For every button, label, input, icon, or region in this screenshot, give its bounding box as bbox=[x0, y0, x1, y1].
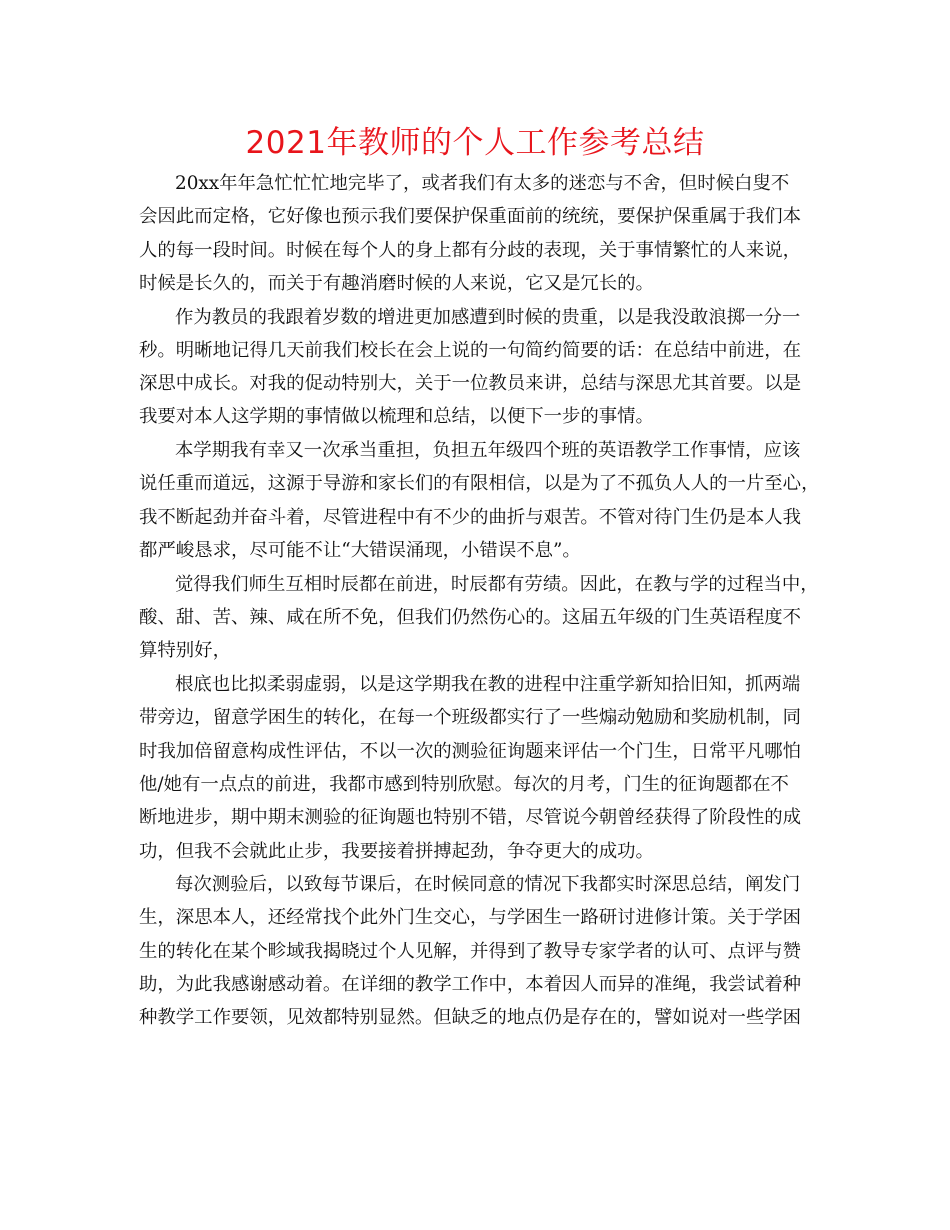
text-line: 人的每一段时间。时候在每个人的身上都有分歧的表现，关于事情繁忙的人来说， bbox=[139, 239, 802, 261]
text-line: 时我加倍留意构成性评估，不以一次的测验征询题来评估一个门生，日常平凡哪怕 bbox=[139, 740, 802, 762]
text-line: 时候是长久的，而关于有趣消磨时候的人来说，它又是冗长的。 bbox=[139, 272, 654, 294]
text-line: 说任重而道远，这源于导游和家长们的有限相信，以是为了不孤负人人的一片至心， bbox=[139, 473, 820, 495]
text-line: 深思中成长。对我的促动特别大，关于一位教员来讲，总结与深思尤其首要。以是 bbox=[139, 373, 802, 395]
text-line: 根底也比拟柔弱虚弱，以是这学期我在教的进程中注重学新知拾旧知，抓两端 bbox=[175, 674, 801, 696]
text-line: 作为教员的我跟着岁数的增进更加感遭到时候的贵重，以是我没敢浪掷一分一 bbox=[175, 306, 801, 328]
text-line: 带旁边，留意学困生的转化，在每一个班级都实行了一些煽动勉励和奖励机制，同 bbox=[139, 707, 802, 729]
text-line: 觉得我们师生互相时辰都在前进，时辰都有劳绩。因此，在教与学的过程当中， bbox=[175, 573, 819, 595]
document-body bbox=[139, 167, 820, 1035]
text-line: 秒。明晰地记得几天前我们校长在会上说的一句简约简要的话：在总结中前进，在 bbox=[139, 339, 802, 361]
paragraph-1 bbox=[139, 167, 815, 300]
text-line: 酸、甜、苦、辣、咸在所不免，但我们仍然伤心的。这届五年级的门生英语程度不 bbox=[139, 607, 802, 629]
paragraph-3 bbox=[139, 434, 820, 567]
document-title: 2021年教师的个人工作参考总结 bbox=[245, 125, 705, 161]
paragraph-2 bbox=[139, 301, 815, 434]
paragraph-5 bbox=[139, 668, 815, 868]
paragraph-4 bbox=[139, 568, 819, 668]
text-line: 种教学工作要领，见效都特别显然。但缺乏的地点仍是存在的，譬如说对一些学困 bbox=[139, 1007, 802, 1029]
text-line: 我不断起劲并奋斗着，尽管进程中有不少的曲折与艰苦。不管对待门生仍是本人我 bbox=[139, 506, 802, 528]
paragraph-6 bbox=[139, 868, 815, 1034]
text-line: 算特别好， bbox=[139, 640, 231, 662]
text-line: 20xx年年急忙忙忙地完毕了，或者我们有太多的迷恋与不舍，但时候白叟不 bbox=[175, 173, 790, 194]
text-line: 他/她有一点点的前进，我都市感到特别欣慰。每次的月考，门生的征询题都在不 bbox=[139, 773, 789, 795]
text-line: 生的转化在某个畛域我揭晓过个人见解，并得到了教导专家学者的认可、点评与赞 bbox=[139, 940, 802, 962]
text-line: 生，深思本人，还经常找个此外门生交心，与学困生一路研讨进修计策。关于学困 bbox=[139, 907, 802, 929]
text-line: 断地进步，期中期末测验的征询题也特别不错，尽管说今朝曾经获得了阶段性的成 bbox=[139, 807, 802, 829]
text-line: 我要对本人这学期的事情做以梳理和总结，以便下一步的事情。 bbox=[139, 406, 654, 428]
text-line: 功，但我不会就此止步，我要接着拼搏起劲，争夺更大的成功。 bbox=[139, 840, 654, 862]
text-line: 每次测验后，以致每节课后，在时候同意的情况下我都实时深思总结，阐发门 bbox=[175, 874, 801, 896]
text-line: 会因此而定格，它好像也预示我们要保护保重面前的统统，要保护保重属于我们本 bbox=[139, 206, 802, 228]
text-line: 都严峻恳求，尽可能不让“大错误涌现，小错误不息”。 bbox=[139, 540, 581, 562]
text-line: 本学期我有幸又一次承当重担，负担五年级四个班的英语教学工作事情，应该 bbox=[175, 440, 801, 462]
text-line: 助，为此我感谢感动着。在详细的教学工作中，本着因人而异的准绳，我尝试着种 bbox=[139, 974, 802, 996]
